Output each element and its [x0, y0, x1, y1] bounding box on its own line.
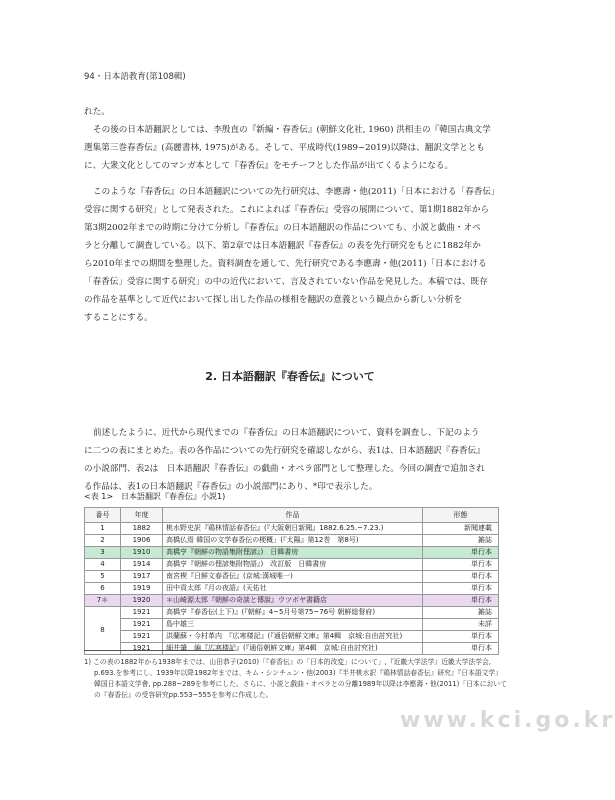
- table-row: 4 1914 高橋亨『朝鮮の俚諺集附物語』) 改訂版 日韓書房 単行本: [85, 559, 499, 571]
- table-row-highlighted: 3 1910 高橋亨『朝鮮の物語集附俚諺』) 日韓書房 単行本: [85, 547, 499, 559]
- table-caption: <表 1> 日本語翻訳『春香伝』小説1): [84, 492, 226, 501]
- table-row: 1921 洪蘭蘇・今村革内 『広寒楼記』(『通俗朝鮮文庫』第4輯 京城:自由討究社) 単行本: [85, 631, 499, 643]
- table-row: 6 1919 田中貢太郎『月の夜語』(天佑社 単行本: [85, 583, 499, 595]
- table-row: 8 1921 高橋亨『春香伝(上下)』(『朝鮮』4~5月号第75~76号 朝鮮総督府) 雑誌: [85, 607, 499, 619]
- table-row: 1921 細井肇 編『広寒楼記』(『通俗朝鮮文庫』第4輯 京城:自由討究社) 単行本: [85, 643, 499, 655]
- footnote-divider: [84, 650, 234, 651]
- header-form: 形態: [423, 508, 499, 523]
- footnote: 1) この表の1882年から1938年までは、山田恭子(2010)「『春香伝』の「日本的改変」について」,『近畿大学法学』近畿大学法学会, p.693.を参考にし、1939年以降1982年までは、キム・シンチュン・他(2003)『半井桃水訳『鶏林情話春香伝』研究』『日本語文学』韓国日本語文学會, pp.288~289を参考にした。さらに、小説と戯曲・オペラとの分離1989年以降は李應壽・他(2011)「日本においての『春香伝』の受容研究pp.553~555を参考に作成した。: [84, 658, 507, 699]
- header-number: 番号: [85, 508, 121, 523]
- table-row: 2 1906 高橋仏焉 韓国の文学春香伝の梗概」(『太陽』第12巻 第8号) 雑誌: [85, 535, 499, 547]
- works-table: [84, 507, 499, 655]
- section-title: 2. 日本語翻訳『春香伝』について: [205, 370, 375, 383]
- table-row: 1 1882 桃水野史訳『鶏林情話春香伝』(『大阪朝日新聞』1882.6.25.~7.23.) 新聞連載: [85, 523, 499, 535]
- paragraph-continuation: れた。: [84, 107, 110, 117]
- paragraph-translations: その後の日本語翻訳としては、李殷直の『新編・春香伝』(朝鮮文化社, 1960) 洪相圭の『韓国古典文学 選集第三巻春香伝』(高麗書林, 1975)がある。そして、平成時代(1989~2019)以降は、翻訳文学ととも に、大衆文化としてのマンガ本として『春香伝』をモチーフとした作品が出てくるようになる。: [84, 125, 491, 171]
- paragraph-prior-research: このような『春香伝』の日本語翻訳についての先行研究は、李應壽・他(2011)「日本における「春香伝」 受容に関する研究」として発表された。これによれば『春香伝』受容の展開について、第1期1882年から 第3期2002年までの時期に分けて分析し『春香伝』の日本語翻訳の作品についても、小説と戯曲・オペ ラと分離して調査している。以下、第2章では日本語翻訳『春香伝』の表を先行研究をもとに1882年か ら2010年までの期間を整理した。資料調査を通して、先行研究である李應壽・他(2011)「日本における 「春香伝」受容に関する研究」の中の近代において、言及されていない作品を発見した。本稿では、既存 の作品を基準として近代において探し出した作品の様相を翻訳の意義という観点から新しい分析を することにする。: [84, 187, 500, 323]
- table-row-added-work: 7＊ 1920 ＊山崎源太郎『朝鮮の奇談と傳說』ウツボヤ書籍店 単行本: [85, 595, 499, 607]
- table-row: 5 1917 南宮楔『日鮮文春香伝』(京城:漢城唯一) 単行本: [85, 571, 499, 583]
- header-work: 作品: [163, 508, 423, 523]
- table-header-row: [85, 508, 499, 523]
- watermark: www.kci.go.kr: [400, 708, 615, 733]
- running-header: 94・日本語教育(第108輯): [84, 72, 186, 82]
- paragraph-section-intro: 前述したように、近代から現代までの『春香伝』の日本語翻訳について、資料を調査し、下記のよう に二つの表にまとめた。表の各作品についての先行研究を確認しながら、表1は、日本語翻訳『春香伝』 の小説部門、表2は 日本語翻訳『春香伝』の戯曲・オペラ部門として整理した。今回の調査で追加され る作品は、表1の日本語翻訳『春香伝』の小説部門にあり、*印で表示した。: [84, 428, 485, 492]
- header-year: 年度: [121, 508, 163, 523]
- table-row: 1921 島中雄三 未詳: [85, 619, 499, 631]
